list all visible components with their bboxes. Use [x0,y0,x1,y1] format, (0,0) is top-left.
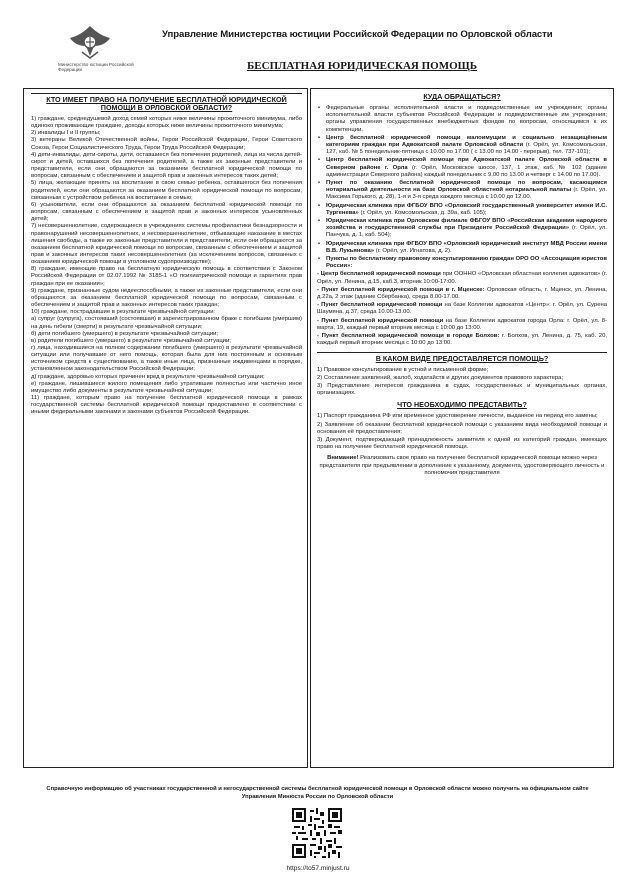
docs-item: 3) Документ, подтверждающий принадлежность заявителя к одной из категорий граждан, имеющих право на получение бесплатной юридической помощи. [317,436,607,451]
where-heading: КУДА ОБРАЩАТЬСЯ? [423,92,501,101]
eligibility-item: 3) ветераны Великой Отечественной войны, Герои Российской Федерации, Герои Советского Союза, Герои Социалистического Труда, Герои Труда Российской Федерации; [31,137,302,151]
bullet-icon: • [318,180,321,187]
eligibility-item: 6) усыновители, если они обращаются за оказанием бесплатной юридической помощи по вопросам, связанным с обеспечением и защитой прав и законных интересов усыновленных детей; [31,201,302,223]
where-list [317,105,607,348]
bullet-icon: • [318,134,321,141]
form-item: 3) Представление интересов гражданина в судах, государственных и муниципальных органах, организациях. [317,382,607,397]
bullet-icon: • [318,256,321,263]
eligibility-item: 1) граждане, среднедушевой доход семей которых ниже величины прожиточного минимума, либо одиноко проживающие граждане, доходы которых ниже величины прожиточного минимума; [31,116,302,130]
footer-note: Справочную информацию об участниках государственной и негосударственной системы бесплатной юридической помощи в Орловской области можно получить на официальном сайте Управления Минюста России по Орловской области [46,786,589,800]
consult-title: • Пункты по бесплатному правовому консультированию граждан ОРО ОО «Ассоциация юристов России»: [318,256,607,270]
eligibility-item: д) граждане, здоровью которых причинен вред в результате чрезвычайной ситуации; [31,373,265,380]
consult-item: - Пункт бесплатной юридической помощи в городе Болхов: г. Болхов, ул. Ленина, д. 75, каб. 20, каждый первый вторник месяца с 10:00 до 13:00. [317,333,607,347]
contacts-section [310,88,614,768]
form-item: 2) Составление заявлений, жалоб, ходатайств и других документов правового характера; [317,374,564,381]
eligibility-item: 8) граждане, имеющие право на бесплатную юридическую помощь в соответствии с Законом Российской Федерации от 02.07.1992 № 3185-1 «О психиатрической помощи и гарантиях прав граждан при ее оказании»; [31,266,302,287]
eligibility-item: е) граждане, лишившиеся жилого помещения либо утратившие полностью или частично иное имущество либо документы в результате чрезвычайной ситуации; [31,380,302,394]
where-item: • Юридическая клиника при ФГБОУ ВПО «Орловский государственный университет имени И.С. Тургенева» (г. Орёл, ул. Комсомольская, д. 39а, каб. 105); [318,202,607,216]
where-item: • Центр бесплатной юридической помощи малоимущим и социально незащищённым категориям граждан при Адвокатской палате Орловской области (г. Орёл, ул. Комсомольская, 127, каб. № 5 понедельник-пятница с 10.00 по 17.00 ( с 13.00 по 14.00 - перерыв), тел. 737-101); [318,134,607,156]
eligibility-item: в) родители погибшего (умершего) в результате чрезвычайной ситуации; [31,337,231,344]
eligibility-heading: КТО ИМЕЕТ ПРАВО НА ПОЛУЧЕНИЕ БЕСПЛАТНОЙ ЮРИДИЧЕСКОЙ ПОМОЩИ В ОРЛОВСКОЙ ОБЛАСТИ? [31,93,302,112]
bullet-icon: • [318,202,321,209]
eligibility-item: 7) несовершеннолетние, содержащиеся в учреждениях системы профилактики безнадзорности и правонарушений несовершеннолетних, и несовершеннолетние, отбывающие наказание в местах лишения свободы, а также их законные представители и представители, если они обращаются за оказанием бесплатной юридической помощи по вопросам, связанным с обеспечением и защитой прав и законных интересов таких несовершеннолетних (за исключением вопросов, связанных с оказанием юридической помощи в уголовном судопроизводстве); [31,223,302,266]
docs-item: 1) Паспорт гражданина РФ или временное удостоверение личности, выданное на период его замены; [317,413,598,420]
docs-heading: ЧТО НЕОБХОДИМО ПРЕДСТАВИТЬ? [397,400,527,410]
where-item: • Юридическая клиника при Орловском филиале ФБГОУ ВПО «Российская академия народного хозяйства и государственной службы при Президенте Российской Федерации» (г. Орёл, ул. Панчука, д. 1, каб. 504); [318,218,607,239]
logo-caption: Министерство юстиции Российской Федерации [58,62,134,72]
form-item: 1) Правовое консультирование в устной и письменной форме; [317,366,489,373]
bullet-icon: • [318,157,321,164]
website-url-link[interactable]: https://to57.minjust.ru [286,865,350,872]
form-list [317,367,607,398]
consult-item: - Пункт бесплатной юридической помощи на базе Коллегии адвокатов «Центр»: г. Орёл, ул. Сурена Шаумяна, д.37, среда 10.00-13.00. [317,302,608,316]
eligibility-list [31,116,302,417]
where-item: • Центр бесплатной юридической помощи при Адвокатской палате Орловской области в Северном районе г. Орла (г. Орёл, Московское шоссе, 137, 1 этаж, каб. № 102 (здание администрации Северного района) каждый понедельник с 9.00 по 13.00 и четверг с 14.00 по 17.00). [318,157,607,178]
eligibility-item: 11) граждане, которым право на получение бесплатной юридической помощи в рамках государственной системы бесплатной юридической помощи предоставлено в соответствии с иными федеральными законами и законами субъектов Российской Федерации. [31,395,302,416]
eligibility-item: а) супруг (супруга), состоявший (состоявшая) в зарегистрированном браке с погибшим (умершим) на день гибели (смерти) в результате чрезвычайной ситуации; [31,316,302,330]
where-item: • Пункт по оказанию бесплатной юридической помощи по вопросам, касающимся нотариальной деятельности на базе Орловской областной нотариальной палаты (г. Орёл, ул. Максима Горького, д. 28), 1-я и 3-я среда каждого месяца с 10.00 до 12.00. [318,180,607,201]
qr-code-icon[interactable] [292,808,342,858]
consult-item: - Центр бесплатной юридической помощи при ООННО «Орловская областная коллегия адвокатов» (г. Орёл, ул. Ленина, д.15, каб.3, вторник 10:00-17:00. [317,271,607,285]
docs-item: 2) Заявление об оказании бесплатной юридической помощи с указанием вида необходимой помощи и основания её предоставления; [317,421,607,435]
eligibility-item: б) дети погибшего (умершего) в результате чрезвычайной ситуации; [31,330,219,337]
eligibility-item: 2) инвалиды I и II группы; [31,130,101,137]
page-title: БЕСПЛАТНАЯ ЮРИДИЧЕСКАЯ ПОМОЩЬ [247,60,477,72]
bullet-icon: • [318,218,321,225]
organization-title: Управление Министерства юстиции Российской Федерации по Орловской области [162,29,553,40]
eligibility-item: 4) дети-инвалиды, дети-сироты, дети, оставшиеся без попечения родителей, лица из числа детей-сирот и детей, оставшихся без попечения родителей, а также их законные представители и представители, если они обращаются за оказанием бесплатной юридической помощи по вопросам, связанным с обеспечением и защитой прав и законных интересов таких детей; [31,151,302,180]
consult-item: - Пункт бесплатной юридической помощи на базе Коллегии адвокатов города Орла: г. Орёл, ул. 8-марта, 19, каждый первый вторник месяца с 10:00 до 13:00. [317,317,607,331]
form-heading: В КАКОМ ВИДЕ ПРЕДОСТАВЛЯЕТСЯ ПОМОЩЬ? [317,352,607,363]
eligibility-item: 10) граждане, пострадавшие в результате чрезвычайной ситуации: [31,309,216,316]
eligibility-item: 5) лица, желающие принять на воспитание в свою семью ребенка, оставшегося без попечения родителей, если они обращаются за оказанием бесплатной юридической помощи по вопросам, связанным с устройством ребенка на воспитание в семью; [31,180,302,201]
eligibility-item: 9) граждане, признанные судом недееспособными, а также их законные представители, если они обращаются за оказанием бесплатной юридической помощи по вопросам, связанным с обеспечением и защитой прав и законных интересов таких граждан; [31,287,302,309]
eligibility-item: г) лица, находившиеся на полном содержании погибшего (умершего) в результате чрезвычайной ситуации или получавшие от него помощь, которая была для них постоянным и основным источником средств к существованию, а также иные лица, признанные иждивенцами в порядке, установленном законодательством Российской Федерации; [31,345,302,373]
docs-list [317,413,607,451]
where-item: • Федеральные органы исполнительной власти и подведомственные им учреждения; органы исполнительной власти субъектов Российской Федерации и подведомственные им учреждения; органы управления государственных внебюджетных фондов по вопросам, относящимся к их компетенции. [318,105,607,133]
eligibility-section [23,88,308,768]
warning-note: Внимание! Реализовать свое право на получение бесплатной юридической помощи можно через представителя при предъявлении в дополнение к указанному, документа, удостоверяющего личность и полномочия представителя [319,455,605,476]
where-item: • Юридическая клиника при ФГБОУ ВПО «Орловский юридический институт МВД России имени В.В. Лукьянова» (г. Орёл, ул. Игнатова, д. 2). [318,240,607,254]
bullet-icon: • [318,240,321,247]
bullet-icon: • [318,105,321,111]
consult-item: - Пункт бесплатной юридической помощи в г. Мценске: Орловская область, г. Мценск, ул. Ленина, д.22а, 2 этаж (здание Сбербанка), среда 8.00-17.00. [317,286,608,301]
